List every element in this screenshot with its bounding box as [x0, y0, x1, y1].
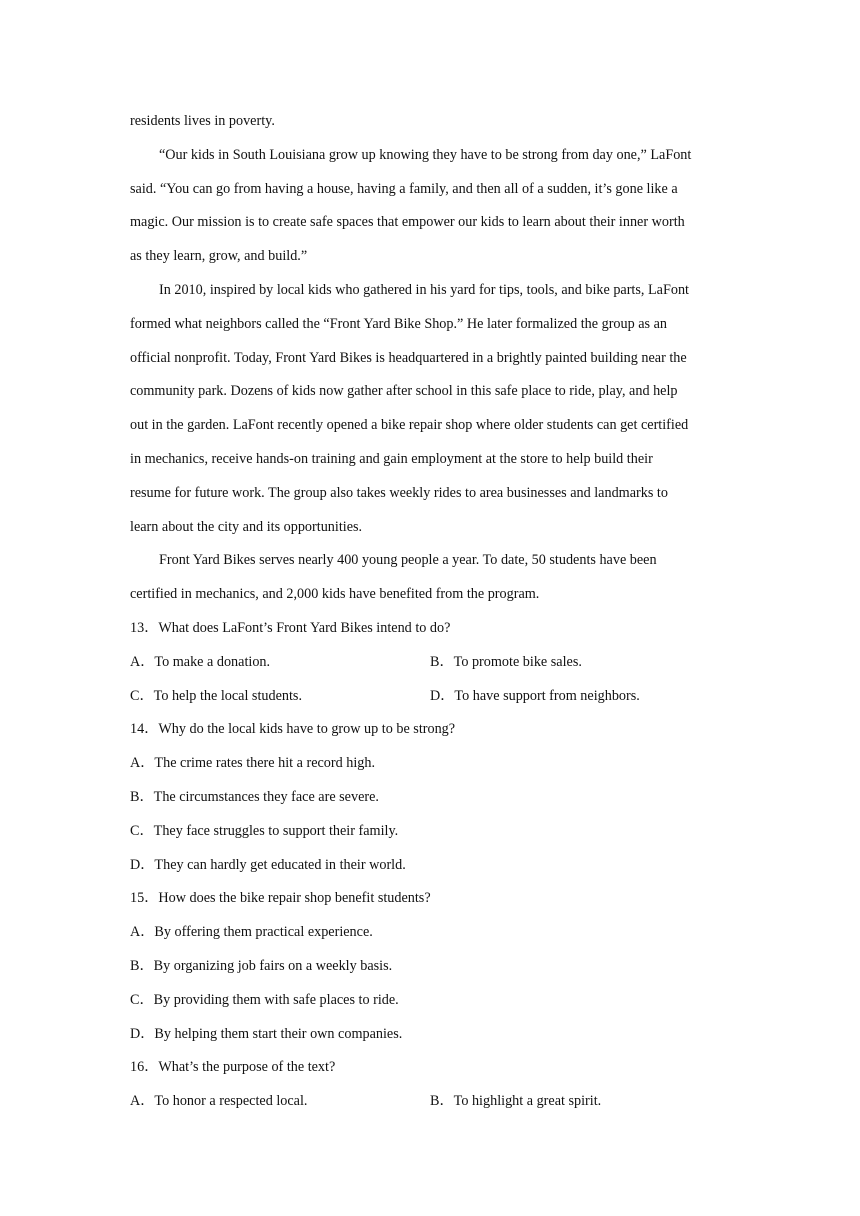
passage-line: residents lives in poverty.: [130, 113, 275, 129]
passage-line: In 2010, inspired by local kids who gathered in his yard for tips, tools, and bike parts, LaFont: [159, 281, 689, 298]
question-13-stem: 13．What does LaFont’s Front Yard Bikes intend to do?: [130, 619, 451, 636]
passage-line: in mechanics, receive hands-on training and gain employment at the store to help build their: [130, 450, 653, 467]
passage-line: as they learn, grow, and build.”: [130, 248, 308, 265]
question-13-options-row-1: [130, 646, 730, 680]
question-15-option-d: D．By helping them start their own companies.: [130, 1025, 403, 1042]
question-16-options-row-1: [130, 1085, 730, 1119]
question-13-option-d: D．To have support from neighbors.: [430, 687, 640, 704]
question-14-option-d: D．They can hardly get educated in their world.: [130, 856, 406, 873]
question-13-option-c: C．To help the local students.: [130, 687, 302, 704]
passage-line: official nonprofit. Today, Front Yard Bikes is headquartered in a brightly painted building near the: [130, 349, 687, 366]
question-14-option-b: B．The circumstances they face are severe.: [130, 788, 379, 805]
question-13-option-a: A．To make a donation.: [130, 653, 271, 670]
passage-line: magic. Our mission is to create safe spaces that empower our kids to learn about their inner worth: [130, 214, 685, 231]
question-15-option-a: A．By offering them practical experience.: [130, 924, 373, 941]
question-15-stem: 15．How does the bike repair shop benefit students?: [130, 890, 431, 907]
question-16-option-b: B．To highlight a great spirit.: [430, 1093, 602, 1110]
passage-line: community park. Dozens of kids now gather after school in this safe place to ride, play, and help: [130, 383, 678, 400]
passage-line: Front Yard Bikes serves nearly 400 young people a year. To date, 50 students have been: [159, 552, 657, 569]
passage-line: formed what neighbors called the “Front Yard Bike Shop.” He later formalized the group as an: [130, 315, 668, 332]
document-page: [130, 105, 730, 1119]
passage-line: resume for future work. The group also takes weekly rides to area businesses and landmarks to: [130, 484, 668, 501]
passage-line: certified in mechanics, and 2,000 kids have benefited from the program.: [130, 586, 540, 603]
question-14-stem: 14．Why do the local kids have to grow up to be strong?: [130, 721, 456, 738]
passage-line: learn about the city and its opportunities.: [130, 518, 363, 535]
passage-line: out in the garden. LaFont recently opened a bike repair shop where older students can get certified: [130, 417, 689, 434]
question-13-options-row-2: [130, 680, 730, 714]
question-14-option-a: A．The crime rates there hit a record high.: [130, 755, 376, 772]
question-16-option-a: A．To honor a respected local.: [130, 1093, 308, 1110]
question-13-option-b: B．To promote bike sales.: [430, 653, 582, 670]
passage-line: said. “You can go from having a house, having a family, and then all of a sudden, it’s gone like a: [130, 180, 678, 197]
question-14-option-c: C．They face struggles to support their family.: [130, 822, 399, 839]
question-15-option-b: B．By organizing job fairs on a weekly basis.: [130, 957, 393, 974]
passage-line: “Our kids in South Louisiana grow up knowing they have to be strong from day one,” LaFont: [159, 146, 692, 163]
question-15-option-c: C．By providing them with safe places to ride.: [130, 991, 399, 1008]
question-16-stem: 16．What’s the purpose of the text?: [130, 1059, 336, 1076]
